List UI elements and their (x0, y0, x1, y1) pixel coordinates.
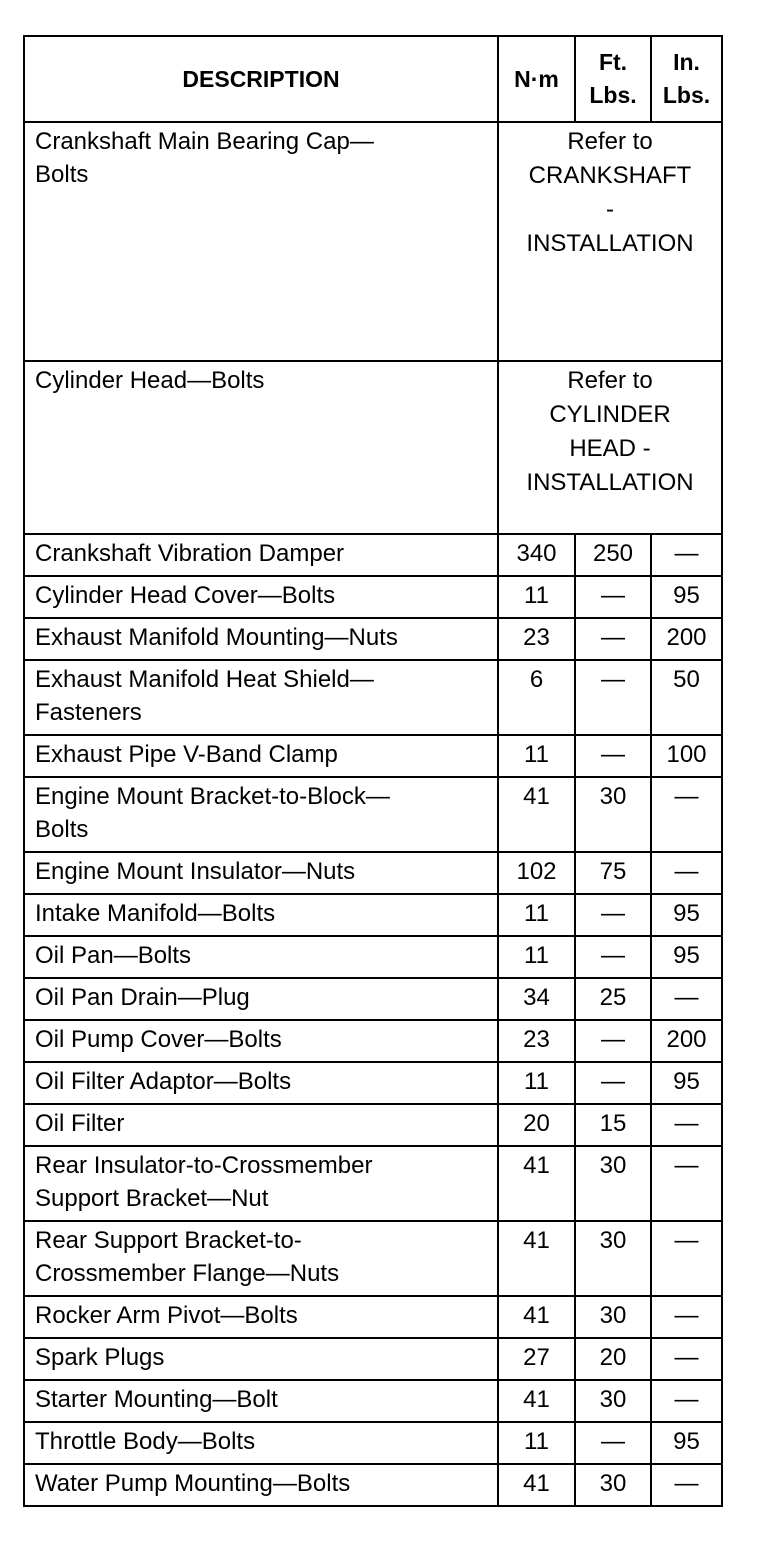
description-line: Oil Pump Cover—Bolts (35, 1026, 282, 1053)
description-line: Exhaust Manifold Heat Shield— (35, 666, 374, 693)
description-cell (24, 618, 498, 660)
table-row (24, 618, 722, 660)
in-lbs-value: — (651, 1104, 722, 1146)
description-cell (24, 852, 498, 894)
description-line: Support Bracket—Nut (35, 1185, 269, 1212)
in-lbs-value: 50 (651, 660, 722, 735)
header-row (24, 36, 722, 122)
nm-value: 11 (498, 936, 575, 978)
spec-rows (24, 534, 722, 1506)
table-row (24, 1062, 722, 1104)
header-nm: N·m (498, 36, 575, 122)
header-ft-lbs (575, 36, 651, 122)
ft-lbs-value: 30 (575, 1221, 651, 1296)
description-cell (24, 1020, 498, 1062)
description-line: Fasteners (35, 699, 142, 726)
nm-value: 41 (498, 1464, 575, 1506)
description-line: Crossmember Flange—Nuts (35, 1260, 340, 1287)
ft-lbs-value: 30 (575, 1380, 651, 1422)
in-lbs-value: — (651, 1464, 722, 1506)
in-lbs-value: — (651, 534, 722, 576)
ft-lbs-value: 20 (575, 1338, 651, 1380)
ft-lbs-value: — (575, 1422, 651, 1464)
description-line: Crankshaft Vibration Damper (35, 540, 345, 567)
description-line: Intake Manifold—Bolts (35, 900, 276, 927)
ft-lbs-value: 30 (575, 1296, 651, 1338)
header-in-bottom: Lbs. (662, 82, 711, 108)
description-line: Engine Mount Insulator—Nuts (35, 858, 356, 885)
nm-value: 41 (498, 1296, 575, 1338)
description-line: Crankshaft Main Bearing Cap— (35, 128, 374, 155)
refer-line: CYLINDER (549, 401, 671, 428)
nm-value: 11 (498, 1062, 575, 1104)
in-lbs-value: — (651, 978, 722, 1020)
in-lbs-value: 200 (651, 618, 722, 660)
header-in-lbs (651, 36, 722, 122)
description-line: Cylinder Head—Bolts (35, 367, 265, 394)
description-cell (24, 1062, 498, 1104)
table-row (24, 1146, 722, 1221)
refer-row (24, 361, 722, 534)
in-lbs-value: 95 (651, 576, 722, 618)
table-row (24, 1380, 722, 1422)
in-lbs-value: — (651, 777, 722, 852)
description-cell (24, 1380, 498, 1422)
table-row (24, 777, 722, 852)
ft-lbs-value: — (575, 576, 651, 618)
description-line: Engine Mount Bracket-to-Block— (35, 783, 390, 810)
nm-value: 6 (498, 660, 575, 735)
nm-value: 11 (498, 735, 575, 777)
in-lbs-value: 100 (651, 735, 722, 777)
description-line: Starter Mounting—Bolt (35, 1386, 278, 1413)
in-lbs-value: — (651, 852, 722, 894)
table-row (24, 576, 722, 618)
description-line: Rocker Arm Pivot—Bolts (35, 1302, 298, 1329)
description-line: Bolts (35, 816, 89, 843)
description-line: Rear Insulator-to-Crossmember (35, 1152, 373, 1179)
ft-lbs-value: 25 (575, 978, 651, 1020)
ft-lbs-value: 30 (575, 1464, 651, 1506)
description-cell (24, 1104, 498, 1146)
description-line: Cylinder Head Cover—Bolts (35, 582, 336, 609)
description-cell (24, 1296, 498, 1338)
header-in-top: In. (673, 49, 700, 75)
nm-value: 11 (498, 576, 575, 618)
nm-value: 20 (498, 1104, 575, 1146)
nm-value: 11 (498, 1422, 575, 1464)
in-lbs-value: — (651, 1338, 722, 1380)
in-lbs-value: 95 (651, 894, 722, 936)
ft-lbs-value: 250 (575, 534, 651, 576)
in-lbs-value: 200 (651, 1020, 722, 1062)
table-row (24, 1221, 722, 1296)
description-line: Oil Pan—Bolts (35, 942, 192, 969)
refer-line: INSTALLATION (526, 230, 694, 257)
ft-lbs-value: — (575, 936, 651, 978)
table-row (24, 894, 722, 936)
nm-value: 34 (498, 978, 575, 1020)
table-row (24, 1338, 722, 1380)
description-cell (24, 894, 498, 936)
nm-value: 23 (498, 618, 575, 660)
ft-lbs-value: 30 (575, 777, 651, 852)
refer-cell (498, 361, 722, 534)
in-lbs-value: 95 (651, 1062, 722, 1104)
nm-value: 23 (498, 1020, 575, 1062)
description-cell (24, 660, 498, 735)
header-ft-top: Ft. (598, 49, 628, 75)
refer-line: HEAD - (569, 435, 651, 462)
description-line: Rear Support Bracket-to- (35, 1227, 302, 1254)
table-row (24, 852, 722, 894)
refer-line: CRANKSHAFT (528, 162, 692, 189)
description-line: Water Pump Mounting—Bolts (35, 1470, 351, 1497)
ft-lbs-value: 15 (575, 1104, 651, 1146)
in-lbs-value: 95 (651, 1422, 722, 1464)
in-lbs-value: — (651, 1296, 722, 1338)
in-lbs-value: — (651, 1380, 722, 1422)
table-row (24, 1104, 722, 1146)
description-line: Exhaust Manifold Mounting—Nuts (35, 624, 398, 651)
ft-lbs-value: — (575, 894, 651, 936)
in-lbs-value: — (651, 1221, 722, 1296)
table-row (24, 1296, 722, 1338)
description-line: Spark Plugs (35, 1344, 165, 1371)
description-cell (24, 936, 498, 978)
description-cell (24, 1221, 498, 1296)
ft-lbs-value: — (575, 618, 651, 660)
nm-value: 27 (498, 1338, 575, 1380)
table-row (24, 1422, 722, 1464)
description-cell (24, 1422, 498, 1464)
nm-value: 41 (498, 1380, 575, 1422)
nm-value: 340 (498, 534, 575, 576)
table-row (24, 534, 722, 576)
table-row (24, 735, 722, 777)
table-row (24, 660, 722, 735)
refer-line: Refer to (567, 367, 653, 394)
table-row (24, 1020, 722, 1062)
table-row (24, 978, 722, 1020)
table-row (24, 936, 722, 978)
refer-line: - (606, 196, 614, 223)
description-cell (24, 1146, 498, 1221)
in-lbs-value: 95 (651, 936, 722, 978)
ft-lbs-value: — (575, 660, 651, 735)
ft-lbs-value: — (575, 1020, 651, 1062)
ft-lbs-value: — (575, 1062, 651, 1104)
description-cell (24, 1338, 498, 1380)
description-cell (24, 361, 498, 534)
ft-lbs-value: — (575, 735, 651, 777)
description-line: Throttle Body—Bolts (35, 1428, 256, 1455)
description-cell (24, 777, 498, 852)
nm-value: 41 (498, 1146, 575, 1221)
description-cell (24, 1464, 498, 1506)
nm-value: 11 (498, 894, 575, 936)
description-line: Oil Pan Drain—Plug (35, 984, 250, 1011)
refer-line: Refer to (567, 128, 653, 155)
refer-line: INSTALLATION (526, 469, 694, 496)
description-line: Oil Filter (35, 1110, 125, 1137)
refer-cell (498, 122, 722, 361)
description-cell (24, 735, 498, 777)
header-description: DESCRIPTION (24, 36, 498, 122)
description-line: Bolts (35, 161, 89, 188)
ft-lbs-value: 30 (575, 1146, 651, 1221)
nm-value: 41 (498, 1221, 575, 1296)
refer-row (24, 122, 722, 361)
in-lbs-value: — (651, 1146, 722, 1221)
table-row (24, 1464, 722, 1506)
description-cell (24, 122, 498, 361)
description-cell (24, 534, 498, 576)
description-line: Exhaust Pipe V-Band Clamp (35, 741, 338, 768)
ft-lbs-value: 75 (575, 852, 651, 894)
header-ft-bottom: Lbs. (589, 82, 637, 108)
nm-value: 41 (498, 777, 575, 852)
torque-spec-table (23, 35, 723, 1507)
description-line: Oil Filter Adaptor—Bolts (35, 1068, 292, 1095)
nm-value: 102 (498, 852, 575, 894)
description-cell (24, 576, 498, 618)
description-cell (24, 978, 498, 1020)
